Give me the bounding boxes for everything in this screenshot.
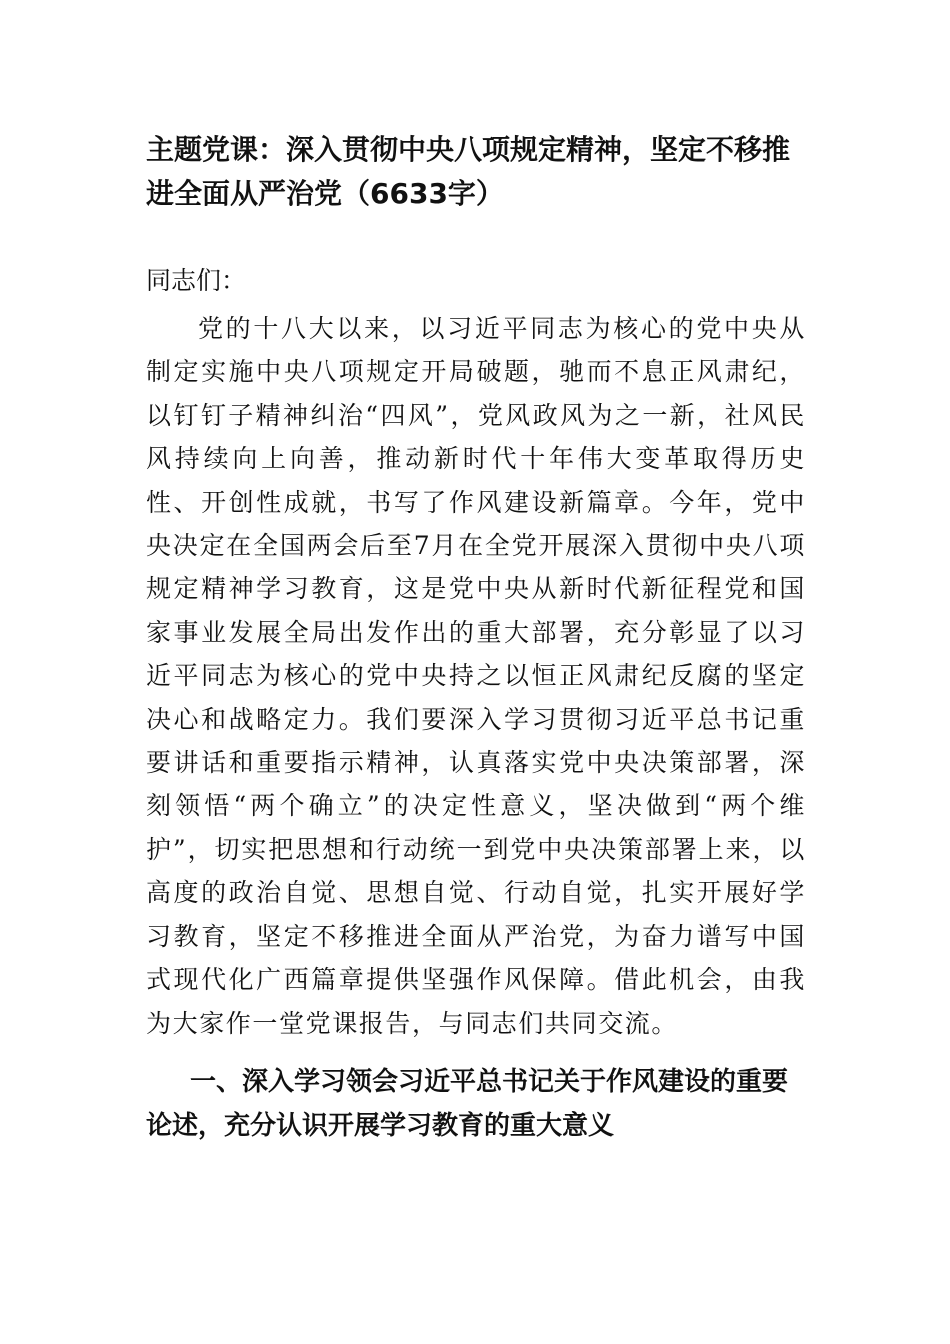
body-paragraph: 党的十八大以来，以习近平同志为核心的党中央从制定实施中央八项规定开局破题，驰而不息正风肃纪，以钉钉子精神纠治“四风”，党风政风为之一新，社风民风持续向上向善，推动新时代十年伟大变革取得历史性、开创性成就，书写了作风建设新篇章。今年，党中央决定在全国两会后至7月在全党开展深入贯彻中央八项规定精神学习教育，这是党中央从新时代新征程党和国家事业发展全局出发作出的重大部署，充分彰显了以习近平同志为核心的党中央持之以恒正风肃纪反腐的坚定决心和战略定力。我们要深入学习贯彻习近平总书记重要讲话和重要指示精神，认真落实党中央决策部署，深刻领悟“两个确立”的决定性意义，坚决做到“两个维护”，切实把思想和行动统一到党中央决策部署上来，以高度的政治自觉、思想自觉、行动自觉，扎实开展好学习教育，坚定不移推进全面从严治党，为奋力谱写中国式现代化广西篇章提供坚强作风保障。借此机会，由我为大家作一堂党课报告，与同志们共同交流。 [146,314,806,1038]
salutation: 同志们： [146,266,247,295]
document-title: 主题党课：深入贯彻中央八项规定精神，坚定不移推进全面从严治党（6633字） [146,133,791,210]
section-heading: 一、深入学习领会习近平总书记关于作风建设的重要论述，充分认识开展学习教育的重大意义 [146,1067,789,1141]
